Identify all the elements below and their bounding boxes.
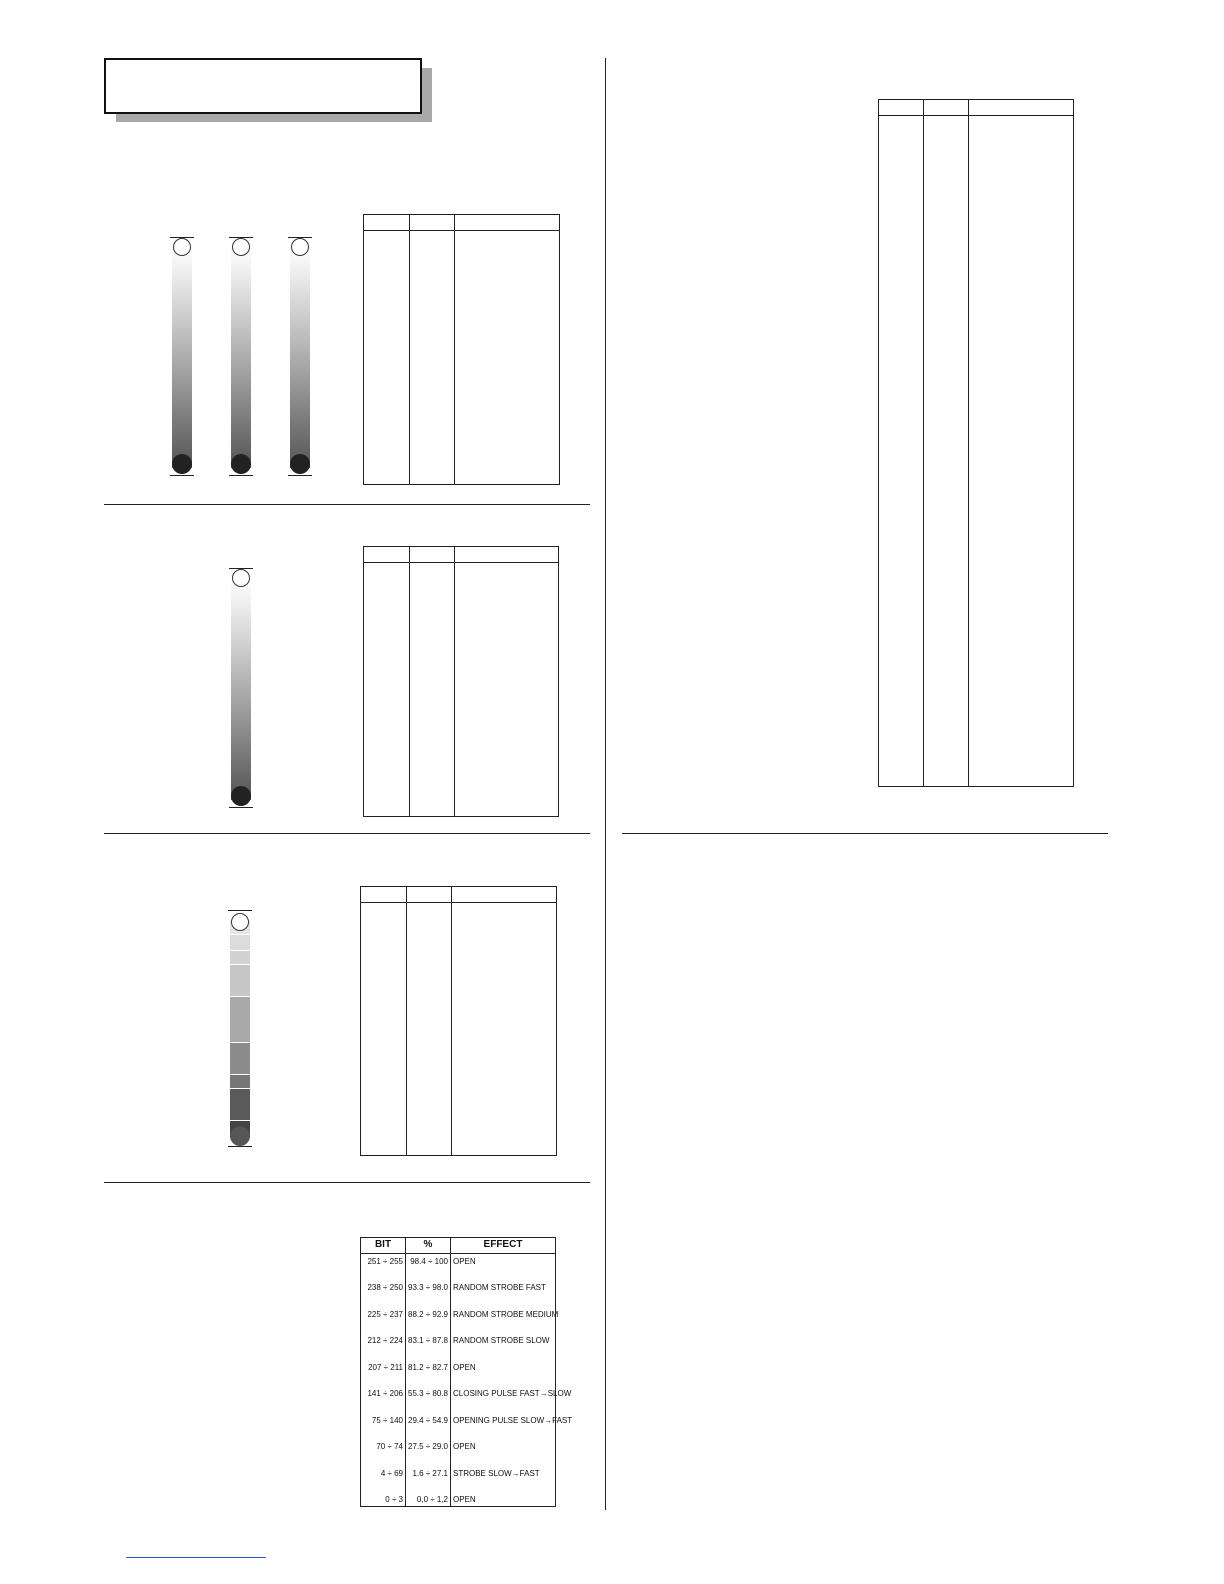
table-column-line: [968, 100, 969, 786]
slider-track: [231, 578, 251, 800]
slider-open-knob: [173, 238, 191, 256]
slider-open-knob: [232, 569, 250, 587]
cell-bit: 75 ÷ 140: [371, 1416, 403, 1425]
slider-step-divider: [230, 996, 250, 997]
cell-percent: 55.3 ÷ 80.8: [408, 1389, 448, 1398]
slider-step: [230, 934, 250, 950]
slider-bottom-cap: [288, 475, 312, 476]
table-header: [361, 887, 556, 903]
cell-effect: OPEN: [453, 1495, 476, 1504]
slider-open-knob: [231, 913, 249, 931]
table-row: [361, 1493, 555, 1507]
cell-percent: 27.5 ÷ 29.0: [408, 1442, 448, 1451]
slider-bottom-cap: [170, 475, 194, 476]
table-row: [361, 1334, 555, 1348]
header-percent: %: [423, 1239, 433, 1250]
header-effect: EFFECT: [483, 1239, 523, 1250]
table-row: [361, 1440, 555, 1454]
column-divider: [605, 58, 606, 1510]
table-column-line: [451, 887, 452, 1155]
rgb-table: [363, 214, 560, 485]
cell-percent: 93.3 ÷ 98.0: [408, 1283, 448, 1292]
slider-fill-knob: [172, 454, 192, 474]
table-column-line: [454, 547, 455, 816]
cell-effect: STROBE SLOW→FAST: [453, 1469, 540, 1478]
cell-effect: OPEN: [453, 1442, 476, 1451]
table-header: [364, 215, 559, 231]
table-row: [361, 1467, 555, 1481]
cell-effect: OPEN: [453, 1257, 476, 1266]
slider-step-divider: [230, 950, 250, 951]
slider-top-cap: [228, 910, 252, 911]
slider-track: [172, 246, 192, 468]
slider-fill-knob: [230, 1126, 250, 1146]
cell-bit: 0 ÷ 3: [385, 1495, 403, 1504]
slider-bottom-cap: [229, 807, 253, 808]
cell-bit: 70 ÷ 74: [376, 1442, 403, 1451]
cell-bit: 225 ÷ 237: [367, 1310, 403, 1319]
cell-bit: 212 ÷ 224: [367, 1336, 403, 1345]
cell-bit: 4 ÷ 69: [380, 1469, 403, 1478]
cell-effect: RANDOM STROBE SLOW: [453, 1336, 550, 1345]
cell-percent: 83.1 ÷ 87.8: [408, 1336, 448, 1345]
cell-bit: 251 ÷ 255: [367, 1257, 403, 1266]
slider-bottom-cap: [228, 1146, 252, 1147]
table-row: [361, 1387, 572, 1401]
cell-bit: 238 ÷ 250: [367, 1283, 403, 1292]
table-row: [361, 1414, 573, 1428]
slider-step: [230, 1042, 250, 1074]
cell-effect: CLOSING PULSE FAST→SLOW: [453, 1389, 572, 1398]
slider-open-knob: [291, 238, 309, 256]
table-header: [361, 1238, 555, 1254]
slider-open-knob: [232, 238, 250, 256]
slider-step-divider: [230, 1088, 250, 1089]
slider-step-divider: [230, 1074, 250, 1075]
slider-stepped-track: [230, 920, 250, 1138]
title-box: [104, 58, 422, 114]
cell-effect: RANDOM STROBE FAST: [453, 1283, 546, 1292]
slider-fill-knob: [290, 454, 310, 474]
slider-step-divider: [230, 964, 250, 965]
table-row: [361, 1361, 555, 1375]
table-row: [361, 1308, 559, 1322]
strobe-effect-table: [360, 1237, 573, 1507]
cell-percent: 0,0 ÷ 1,2: [416, 1495, 448, 1504]
cell-bit: 141 ÷ 206: [367, 1389, 403, 1398]
cell-percent: 88.2 ÷ 92.9: [408, 1310, 448, 1319]
slider-step-divider: [230, 1120, 250, 1121]
table-column-line: [409, 215, 410, 484]
cell-bit: 207 ÷ 211: [368, 1363, 403, 1372]
table-header: [364, 547, 558, 563]
table-column-line: [454, 215, 455, 484]
cell-percent: 29.4 ÷ 54.9: [408, 1416, 448, 1425]
section-divider-right: [622, 833, 1108, 834]
cell-effect: OPENING PULSE SLOW→FAST: [453, 1416, 573, 1425]
channel-table: [878, 99, 1074, 787]
cell-percent: 1.6 ÷ 27.1: [412, 1469, 448, 1478]
slider-fill-knob: [231, 454, 251, 474]
section-divider-2: [104, 833, 590, 834]
strobe-slider-table: [360, 886, 557, 1156]
slider-step: [230, 996, 250, 1042]
table-row: [361, 1255, 555, 1269]
dimmer-table: [363, 546, 559, 817]
slider-track: [290, 246, 310, 468]
cell-percent: 98.4 ÷ 100: [410, 1257, 448, 1266]
section-divider-3: [104, 1182, 590, 1183]
table-row: [361, 1281, 555, 1295]
cell-percent: 81.2 ÷ 82.7: [408, 1363, 448, 1372]
cell-effect: OPEN: [453, 1363, 476, 1372]
section-divider-1: [104, 504, 590, 505]
slider-step: [230, 950, 250, 964]
slider-step: [230, 1088, 250, 1120]
slider-step: [230, 964, 250, 996]
cell-effect: RANDOM STROBE MEDIUM: [453, 1310, 559, 1319]
slider-bottom-cap: [229, 475, 253, 476]
table-header: [879, 100, 1073, 116]
slider-fill-knob: [231, 786, 251, 806]
slider-step-divider: [230, 934, 250, 935]
table-column-line: [409, 547, 410, 816]
table-column-line: [406, 887, 407, 1155]
header-bit: BIT: [374, 1239, 392, 1250]
slider-step-divider: [230, 1042, 250, 1043]
slider-track: [231, 246, 251, 468]
footer-link-underline[interactable]: [126, 1557, 266, 1558]
table-column-line: [923, 100, 924, 786]
slider-step: [230, 1074, 250, 1088]
